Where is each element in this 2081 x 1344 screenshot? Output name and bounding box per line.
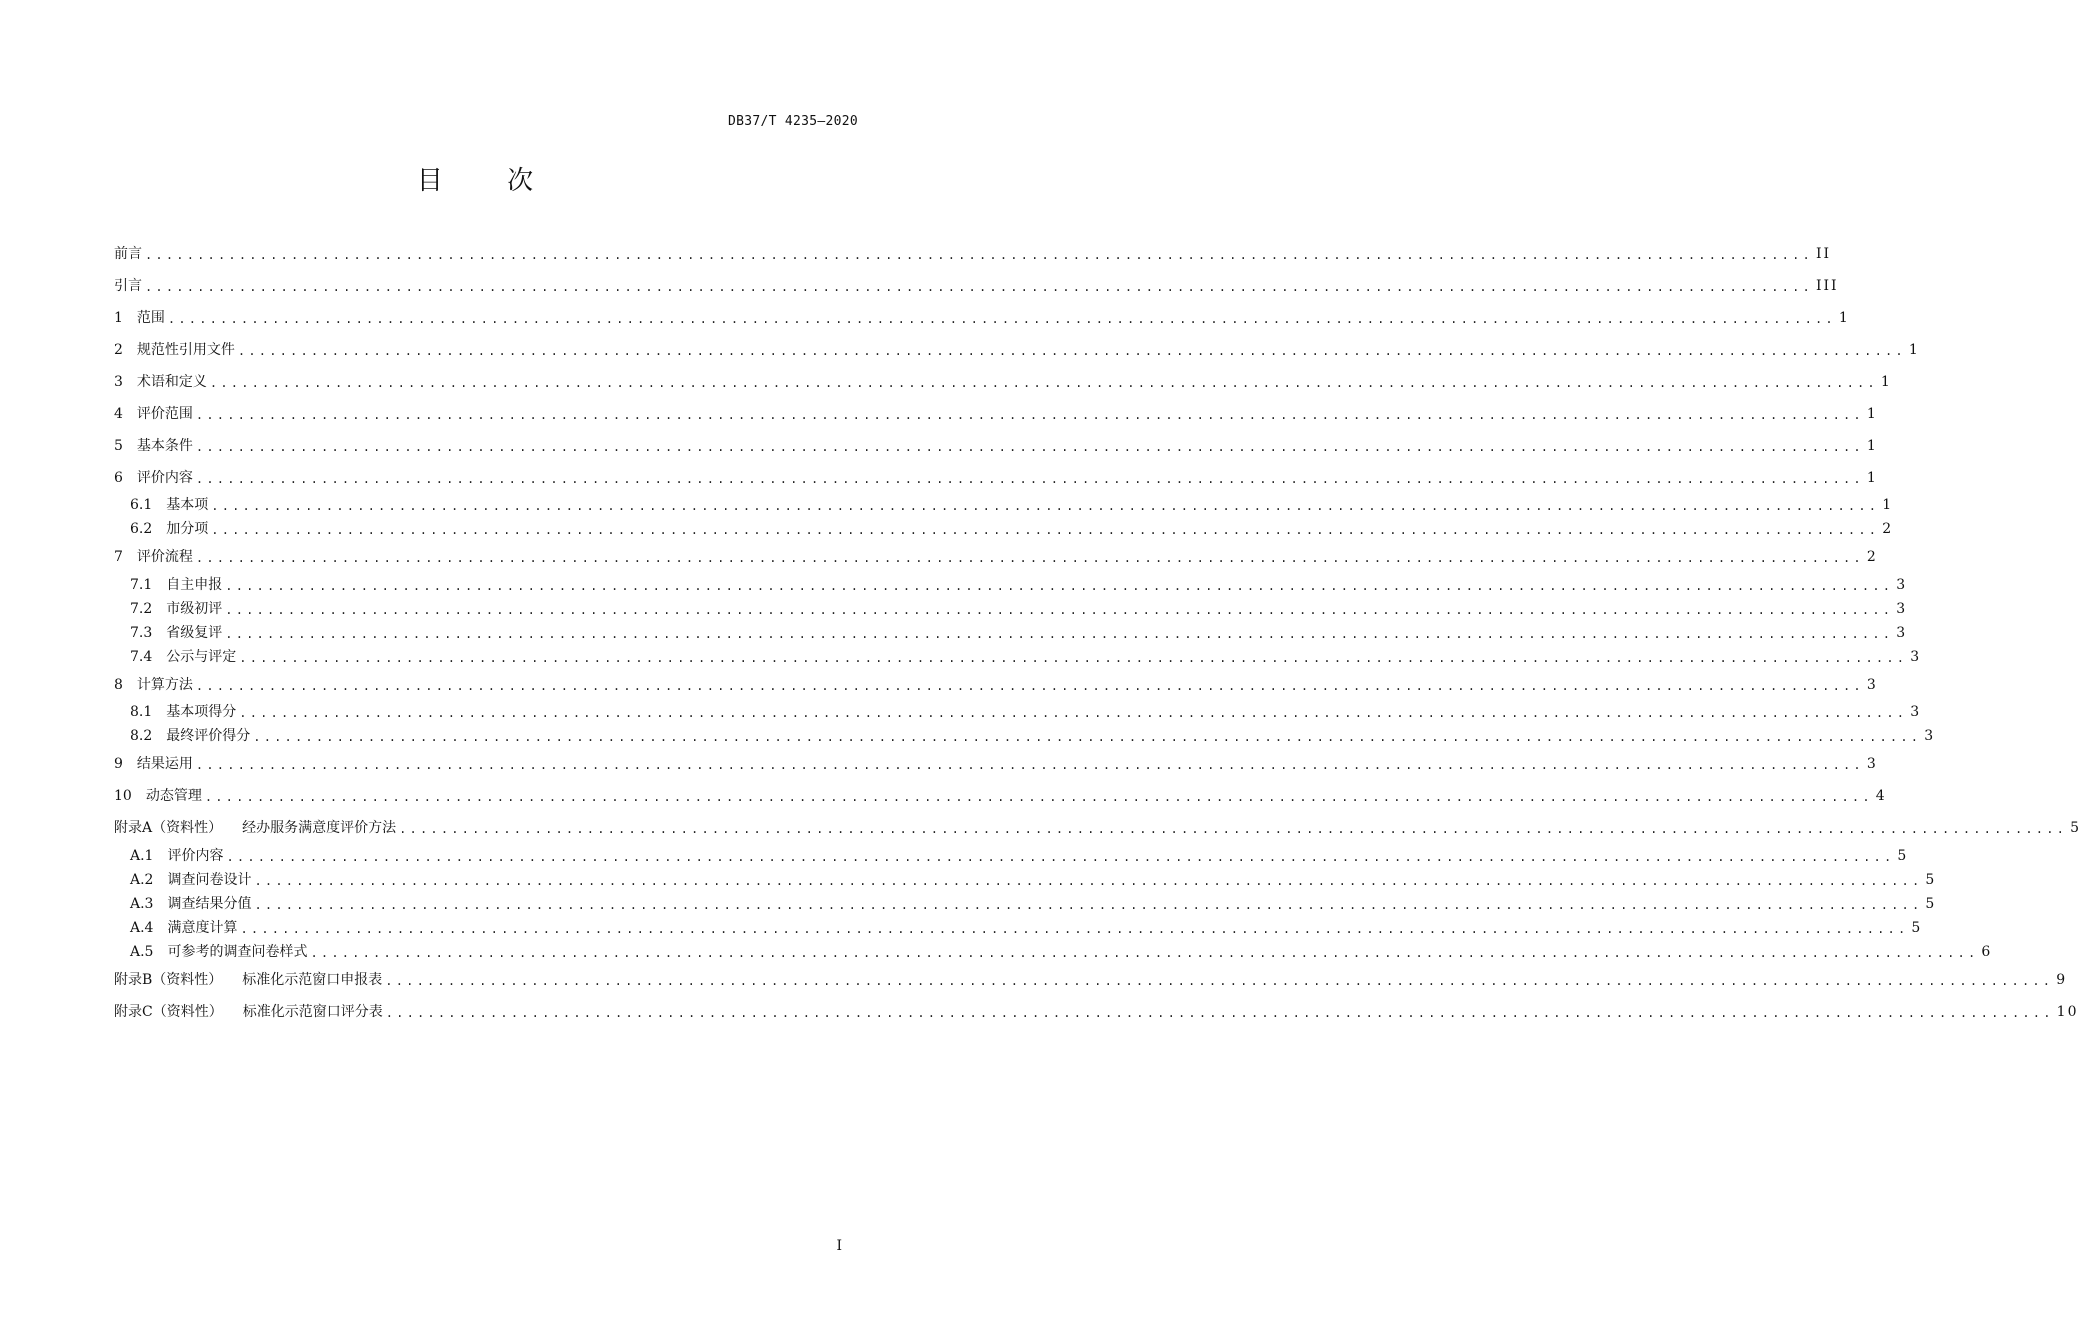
toc-entry-number: A.5 <box>130 944 154 960</box>
toc-entry-page: 9 <box>2056 972 2068 988</box>
toc-entry[interactable] <box>114 754 1878 774</box>
toc-entry[interactable] <box>130 519 1894 539</box>
toc-leader-dots: ................................................................................................................................................................ <box>145 248 1813 262</box>
toc-entry-label <box>130 575 222 595</box>
toc-entry-page: 2 <box>1882 521 1894 537</box>
toc-leader-dots: ................................................................................................................................................................ <box>209 376 1878 390</box>
toc-leader-dots: ................................................................................................................................................................ <box>225 627 1894 641</box>
toc-entry-label <box>114 340 235 360</box>
toc-leader-dots: ................................................................................................................................................................ <box>239 651 1908 665</box>
toc-entry-page: 5 <box>1925 896 1937 912</box>
toc-entry-page: 2 <box>1866 549 1878 565</box>
toc-entry-label <box>114 1002 383 1022</box>
toc-entry-text: 范围 <box>136 310 165 326</box>
toc-entry-label <box>114 308 165 328</box>
toc-entry-page: 3 <box>1896 601 1908 617</box>
toc-entry-number: 3 <box>114 374 123 390</box>
toc-entry[interactable] <box>130 726 1936 746</box>
toc-entry[interactable] <box>130 894 1937 914</box>
toc-entry-page: 1 <box>1866 438 1878 454</box>
toc-entry-text: 评价流程 <box>136 549 193 565</box>
toc-entry-text: 自主申报 <box>166 577 223 593</box>
toc-entry-page: III <box>1815 278 1839 294</box>
toc-entry-text: 市级初评 <box>166 601 223 617</box>
toc-entry-label <box>130 942 307 962</box>
toc-entry-number: 8.1 <box>130 704 153 720</box>
toc-leader-dots: ................................................................................................................................................................ <box>211 523 1880 537</box>
toc-entry-page: 5 <box>1897 848 1909 864</box>
toc-leader-dots: ................................................................................................................................................................ <box>239 706 1908 720</box>
toc-entry-label <box>114 786 202 806</box>
toc-entry-page: 1 <box>1866 470 1878 486</box>
toc-entry-number: 4 <box>114 406 123 422</box>
toc-entry[interactable] <box>130 870 1937 890</box>
toc-entry[interactable] <box>114 404 1878 424</box>
toc-entry-appendix-tag: 附录A（资料性） <box>114 820 223 836</box>
toc-entry-page: 3 <box>1866 756 1878 772</box>
toc-entry[interactable] <box>114 547 1878 567</box>
toc-entry-label <box>130 726 250 746</box>
toc-entry-appendix-tag: 附录C（资料性） <box>114 1004 223 1020</box>
toc-entry-text: 调查问卷设计 <box>167 872 252 888</box>
toc-entry-page: 3 <box>1910 704 1922 720</box>
toc-entry[interactable] <box>130 599 1908 619</box>
toc-entry-label <box>130 894 251 914</box>
toc-leader-dots: ................................................................................................................................................................ <box>195 758 1864 772</box>
toc-entry-number: A.1 <box>130 848 154 864</box>
toc-entry-page: 1 <box>1882 497 1894 513</box>
toc-entry-page: 10 <box>2056 1004 2079 1020</box>
toc-entry-label <box>130 918 237 938</box>
toc-leader-dots: ................................................................................................................................................................ <box>195 472 1864 486</box>
toc-entry-page: 5 <box>2070 820 2081 836</box>
toc-entry-page: 1 <box>1880 374 1892 390</box>
toc-entry[interactable] <box>114 436 1878 456</box>
toc-entry[interactable] <box>114 675 1878 695</box>
toc-entry-text: 标准化示范窗口评分表 <box>242 1004 383 1020</box>
toc-leader-dots: ................................................................................................................................................................ <box>167 312 1836 326</box>
toc-entry-text: 评价内容 <box>167 848 224 864</box>
toc-entry-page: 3 <box>1910 649 1922 665</box>
toc-entry-number: 7 <box>114 549 123 565</box>
toc-entry-page: 1 <box>1866 406 1878 422</box>
toc-entry-page: II <box>1815 246 1831 262</box>
toc-entry-label <box>114 372 207 392</box>
toc-leader-dots: ................................................................................................................................................................ <box>145 280 1813 294</box>
toc-entry-label <box>130 846 223 866</box>
toc-entry-text: 最终评价得分 <box>166 728 251 744</box>
toc-entry-number: 6.2 <box>130 521 153 537</box>
toc-leader-dots: ................................................................................................................................................................ <box>254 874 1923 888</box>
toc-leader-dots: ................................................................................................................................................................ <box>254 898 1923 912</box>
toc-entry[interactable] <box>114 1002 2079 1022</box>
toc-entry-number: 7.2 <box>130 601 153 617</box>
toc-entry-number: A.3 <box>130 896 154 912</box>
toc-entry-page: 3 <box>1924 728 1936 744</box>
toc-leader-dots: ................................................................................................................................................................ <box>385 974 2054 988</box>
toc-entry-text: 计算方法 <box>136 677 193 693</box>
toc-entry-page: 1 <box>1838 310 1850 326</box>
toc-entry-page: 1 <box>1908 342 1920 358</box>
toc-entry-label <box>114 468 193 488</box>
toc-entry-label <box>114 754 193 774</box>
toc-entry[interactable] <box>130 647 1922 667</box>
toc-entry-text: 公示与评定 <box>166 649 237 665</box>
page-number: I <box>836 1238 842 1254</box>
toc-entry-text: 可参考的调查问卷样式 <box>167 944 308 960</box>
toc-leader-dots: ................................................................................................................................................................ <box>195 408 1864 422</box>
toc-entry-label <box>130 623 222 643</box>
toc-entry-appendix-tag: 附录B（资料性） <box>114 972 223 988</box>
toc-entry-number: 9 <box>114 756 123 772</box>
toc-entry-number: 8 <box>114 677 123 693</box>
toc-entry-page: 5 <box>1911 920 1923 936</box>
toc-entry-number: A.4 <box>130 920 154 936</box>
toc-entry-label <box>114 276 142 296</box>
toc-entry-text: 术语和定义 <box>136 374 207 390</box>
toc-entry[interactable] <box>130 918 1923 938</box>
toc-entry-page: 3 <box>1866 677 1878 693</box>
toc-entry-page: 3 <box>1896 625 1908 641</box>
toc-leader-dots: ................................................................................................................................................................ <box>253 730 1922 744</box>
toc-entry[interactable] <box>114 818 2081 838</box>
toc-entry-text: 引言 <box>114 278 142 294</box>
toc-entry[interactable] <box>114 308 1850 328</box>
toc-entry-text: 省级复评 <box>166 625 223 641</box>
toc-leader-dots: ................................................................................................................................................................ <box>310 946 1979 960</box>
toc-entry[interactable] <box>130 495 1894 515</box>
toc-entry-label <box>130 702 236 722</box>
toc-entry-number: 7.1 <box>130 577 153 593</box>
toc-entry-text: 基本项得分 <box>166 704 237 720</box>
toc-leader-dots: ................................................................................................................................................................ <box>225 579 1894 593</box>
toc-entry-number: A.2 <box>130 872 154 888</box>
toc-entry-label <box>114 404 193 424</box>
toc-entry-label <box>114 244 142 264</box>
toc-entry-label <box>130 495 208 515</box>
toc-entry[interactable] <box>130 846 1909 866</box>
toc-entry-label <box>130 870 251 890</box>
toc-entry-page: 5 <box>1925 872 1937 888</box>
toc-entry-number: 5 <box>114 438 123 454</box>
toc-entry-text: 动态管理 <box>145 788 202 804</box>
toc-entry-number: 10 <box>114 788 132 804</box>
toc-entry-number: 7.4 <box>130 649 153 665</box>
toc-entry-text: 调查结果分值 <box>167 896 252 912</box>
toc-entry-page: 3 <box>1896 577 1908 593</box>
toc-entry-text: 评价范围 <box>136 406 193 422</box>
toc-entry-label <box>130 647 236 667</box>
toc-entry-page: 6 <box>1981 944 1993 960</box>
toc-entry-label <box>114 436 193 456</box>
toc-entry-number: 1 <box>114 310 123 326</box>
toc-leader-dots: ................................................................................................................................................................ <box>240 922 1909 936</box>
toc-entry[interactable] <box>114 340 1920 360</box>
toc-entry-text: 评价内容 <box>136 470 193 486</box>
toc-leader-dots: ................................................................................................................................................................ <box>195 679 1864 693</box>
toc-leader-dots: ................................................................................................................................................................ <box>399 822 2068 836</box>
page-title: 目 次 <box>416 166 562 196</box>
toc-entry[interactable] <box>130 942 1993 962</box>
toc-leader-dots: ................................................................................................................................................................ <box>195 440 1864 454</box>
toc-leader-dots: ................................................................................................................................................................ <box>237 344 1906 358</box>
toc-entry[interactable] <box>114 372 1892 392</box>
toc-entry-text: 前言 <box>114 246 142 262</box>
toc-entry-text: 规范性引用文件 <box>136 342 235 358</box>
toc-entry-label <box>130 519 208 539</box>
toc-entry-label <box>114 818 396 838</box>
toc-entry-number: 8.2 <box>130 728 153 744</box>
toc-entry-text: 基本条件 <box>136 438 193 454</box>
toc-entry-text: 结果运用 <box>136 756 193 772</box>
toc-entry[interactable] <box>114 786 1887 806</box>
toc-leader-dots: ................................................................................................................................................................ <box>225 603 1894 617</box>
toc-entry[interactable] <box>130 702 1922 722</box>
toc-entry-number: 6.1 <box>130 497 153 513</box>
toc-entry-page: 4 <box>1875 788 1887 804</box>
toc-entry-label <box>114 675 193 695</box>
toc-entry[interactable] <box>114 970 2068 990</box>
toc-entry-text: 加分项 <box>166 521 209 537</box>
toc-leader-dots: ................................................................................................................................................................ <box>385 1006 2054 1020</box>
toc-entry-text: 经办服务满意度评价方法 <box>242 820 397 836</box>
toc-entry-number: 7.3 <box>130 625 153 641</box>
toc-entry-text: 满意度计算 <box>167 920 238 936</box>
toc-entry-label <box>114 970 382 990</box>
toc-leader-dots: ................................................................................................................................................................ <box>204 790 1873 804</box>
toc-entry[interactable] <box>130 623 1908 643</box>
toc-leader-dots: ................................................................................................................................................................ <box>211 499 1880 513</box>
toc-leader-dots: ................................................................................................................................................................ <box>226 850 1895 864</box>
toc-leader-dots: ................................................................................................................................................................ <box>195 551 1864 565</box>
toc-entry-label <box>114 547 193 567</box>
toc-entry-text: 基本项 <box>166 497 209 513</box>
document-code: DB37/T 4235—2020 <box>727 114 858 129</box>
toc-entry-number: 6 <box>114 470 123 486</box>
toc-entry[interactable] <box>130 575 1908 595</box>
toc-entry-label <box>130 599 222 619</box>
toc-entry-text: 标准化示范窗口申报表 <box>242 972 383 988</box>
toc-entry[interactable] <box>114 468 1878 488</box>
toc-entry[interactable] <box>114 276 1839 296</box>
toc-entry[interactable] <box>114 244 1831 264</box>
toc-entry-number: 2 <box>114 342 123 358</box>
